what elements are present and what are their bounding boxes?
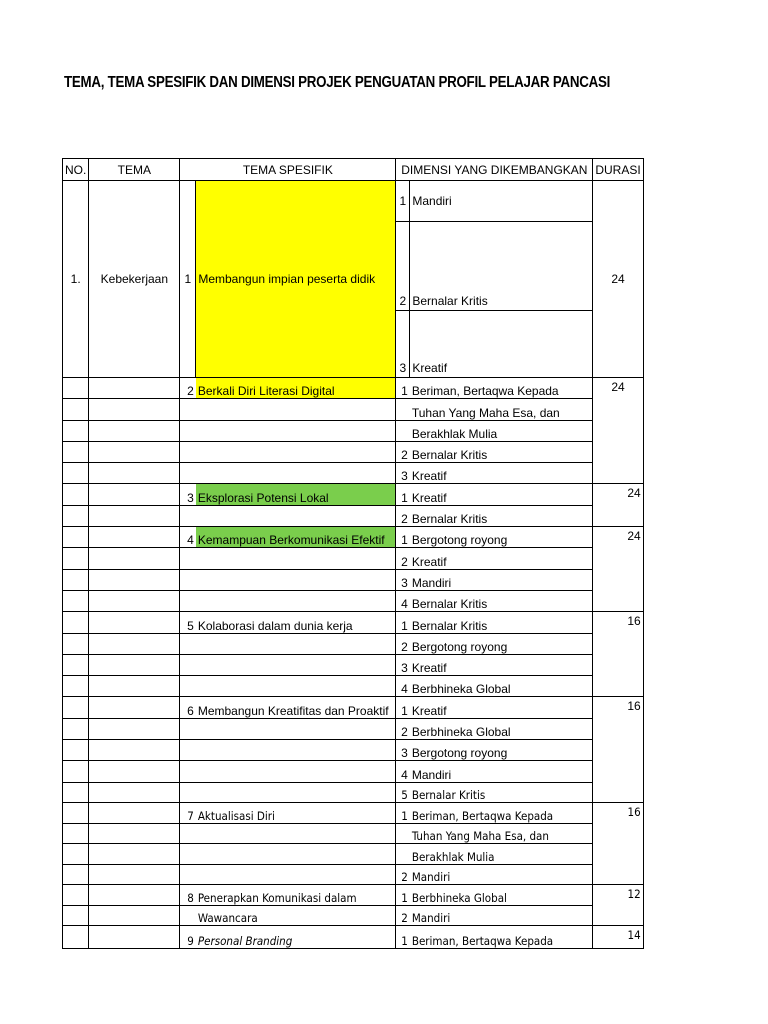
cell-tema [89,740,180,761]
cell-no [63,905,89,926]
project-table [62,158,644,949]
cell-dimensi: Mandiri [410,569,593,590]
cell-dimensi-number: 2 [396,548,410,569]
cell-dimensi-number: 3 [396,463,410,484]
cell-no [63,463,89,484]
cell-tema [89,505,180,526]
cell-tema [89,612,180,633]
cell-spesifik-number [180,905,196,926]
cell-spesifik [196,864,396,885]
cell-dimensi: Mandiri [410,181,593,222]
cell-tema [89,590,180,611]
cell-durasi: 16 [593,612,643,697]
cell-no [63,378,89,399]
table-row [63,181,644,222]
cell-dimensi-number: 1 [396,181,410,222]
cell-spesifik-number [180,740,196,761]
cell-spesifik [196,441,396,462]
cell-tema [89,399,180,420]
cell-spesifik-number [180,420,196,441]
table-row [63,676,644,697]
cell-tema [89,885,180,906]
table-row [63,654,644,675]
cell-spesifik: Membangun impian peserta didik [196,181,396,378]
cell-dimensi: Kreatif [410,697,593,718]
cell-spesifik: Berkali Diri Literasi Digital [196,378,396,399]
cell-no [63,569,89,590]
cell-spesifik-number [180,505,196,526]
cell-spesifik: Penerapkan Komunikasi dalam [196,885,396,906]
cell-dimensi: Beriman, Bertaqwa Kepada [410,926,593,949]
cell-no [63,484,89,505]
cell-dimensi: Tuhan Yang Maha Esa, dan [410,399,593,420]
table-row [63,463,644,484]
cell-dimensi-number: 1 [396,527,410,548]
cell-durasi: 24 [593,527,643,612]
table-row [63,864,644,885]
cell-spesifik-number [180,823,196,844]
cell-no [63,676,89,697]
cell-dimensi-number: 3 [396,654,410,675]
cell-tema [89,697,180,718]
cell-dimensi-number: 4 [396,676,410,697]
cell-dimensi-number: 2 [396,718,410,739]
cell-dimensi: Beriman, Bertaqwa Kepada [410,803,593,824]
table-row [63,803,644,824]
cell-dimensi-number: 4 [396,590,410,611]
cell-no [63,654,89,675]
cell-spesifik [196,654,396,675]
cell-no [63,864,89,885]
cell-spesifik-number [180,782,196,803]
cell-dimensi: Berbhineka Global [410,885,593,906]
cell-no [63,926,89,949]
cell-dimensi-number [396,399,410,420]
cell-spesifik-number: 8 [180,885,196,906]
table-row [63,844,644,865]
cell-tema [89,569,180,590]
cell-dimensi-number [396,420,410,441]
cell-spesifik-number [180,548,196,569]
cell-no [63,885,89,906]
cell-dimensi: Kreatif [410,311,593,378]
cell-tema [89,548,180,569]
cell-spesifik [196,782,396,803]
table-row [63,633,644,654]
cell-spesifik-number: 6 [180,697,196,718]
table-row [63,420,644,441]
cell-tema [89,420,180,441]
cell-spesifik-number [180,654,196,675]
cell-spesifik-number [180,441,196,462]
header-durasi: DURASI [593,159,643,181]
cell-dimensi-number: 3 [396,569,410,590]
cell-spesifik: Membangun Kreatifitas dan Proaktif [196,697,396,718]
cell-spesifik [196,463,396,484]
cell-spesifik [196,740,396,761]
cell-spesifik-number [180,399,196,420]
cell-dimensi: Tuhan Yang Maha Esa, dan [410,823,593,844]
table-row [63,697,644,718]
cell-spesifik: Kemampuan Berkomunikasi Efektif [196,527,396,548]
header-row [63,159,644,181]
cell-no [63,844,89,865]
cell-dimensi-number: 2 [396,441,410,462]
cell-spesifik-number [180,633,196,654]
cell-spesifik [196,823,396,844]
cell-durasi: 16 [593,697,643,803]
cell-tema [89,484,180,505]
header-dimensi: DIMENSI YANG DIKEMBANGKAN [396,159,593,181]
detail-rows [63,378,644,949]
cell-dimensi-number: 1 [396,378,410,399]
cell-dimensi: Bergotong royong [410,633,593,654]
cell-no [63,718,89,739]
cell-no [63,740,89,761]
cell-spesifik-number: 7 [180,803,196,824]
cell-no [63,441,89,462]
cell-tema: Kebekerjaan [89,181,180,378]
cell-spesifik [196,761,396,782]
cell-spesifik-number: 4 [180,527,196,548]
cell-dimensi: Berakhlak Mulia [410,420,593,441]
cell-no [63,505,89,526]
cell-durasi: 24 [593,484,643,527]
document-title: TEMA, TEMA SPESIFIK DAN DIMENSI PROJEK PENGUATAN PROFIL PELAJAR PANCASI [64,74,611,91]
cell-dimensi: Bernalar Kritis [410,222,593,311]
cell-tema [89,844,180,865]
cell-dimensi-number [396,823,410,844]
cell-tema [89,803,180,824]
cell-spesifik-number [180,844,196,865]
cell-dimensi: Kreatif [410,548,593,569]
cell-spesifik [196,548,396,569]
table-row [63,718,644,739]
cell-spesifik-number [180,718,196,739]
table-row [63,441,644,462]
cell-spesifik-number: 5 [180,612,196,633]
cell-dimensi-number: 3 [396,740,410,761]
cell-spesifik-number [180,569,196,590]
cell-spesifik-number: 9 [180,926,196,949]
cell-dimensi-number: 3 [396,311,410,378]
cell-dimensi-number: 1 [396,484,410,505]
cell-spesifik: Personal Branding [196,926,396,949]
cell-tema [89,864,180,885]
table-row [63,548,644,569]
cell-dimensi: Bernalar Kritis [410,782,593,803]
table-row [63,378,644,399]
cell-dimensi: Berbhineka Global [410,718,593,739]
cell-dimensi: Mandiri [410,761,593,782]
cell-spesifik-number [180,761,196,782]
cell-dimensi-number: 2 [396,505,410,526]
cell-dimensi-number [396,844,410,865]
cell-spesifik [196,844,396,865]
table-row [63,527,644,548]
cell-spesifik-number: 1 [180,181,196,378]
cell-spesifik-number [180,590,196,611]
cell-dimensi: Berbhineka Global [410,676,593,697]
cell-tema [89,527,180,548]
cell-no [63,761,89,782]
cell-spesifik [196,676,396,697]
cell-durasi: 24 [593,378,643,484]
cell-spesifik [196,633,396,654]
cell-tema [89,823,180,844]
cell-no [63,527,89,548]
cell-no [63,399,89,420]
cell-no [63,782,89,803]
cell-dimensi: Beriman, Bertaqwa Kepada [410,378,593,399]
table-row [63,505,644,526]
cell-dimensi-number: 2 [396,905,410,926]
cell-spesifik: Wawancara [196,905,396,926]
cell-durasi: 14 [593,926,643,949]
cell-dimensi: Mandiri [410,905,593,926]
table-row [63,782,644,803]
cell-dimensi-number: 1 [396,885,410,906]
cell-no [63,548,89,569]
cell-dimensi-number: 4 [396,761,410,782]
cell-spesifik [196,420,396,441]
cell-tema [89,633,180,654]
cell-dimensi-number: 1 [396,803,410,824]
table-row [63,761,644,782]
table-row [63,740,644,761]
cell-spesifik [196,505,396,526]
cell-durasi: 16 [593,803,643,885]
cell-no [63,697,89,718]
table-row [63,569,644,590]
cell-dimensi: Bernalar Kritis [410,590,593,611]
cell-dimensi-number: 2 [396,222,410,311]
header-tema-spesifik: TEMA SPESIFIK [180,159,396,181]
cell-durasi: 24 [593,181,643,378]
table-row [63,905,644,926]
cell-spesifik [196,399,396,420]
cell-tema [89,926,180,949]
cell-no [63,612,89,633]
cell-spesifik-number [180,676,196,697]
cell-dimensi: Kreatif [410,484,593,505]
table-row [63,484,644,505]
cell-no [63,590,89,611]
cell-no [63,803,89,824]
cell-dimensi-number: 2 [396,864,410,885]
cell-dimensi: Bernalar Kritis [410,612,593,633]
cell-tema [89,378,180,399]
cell-no: 1. [63,181,89,378]
cell-dimensi-number: 1 [396,697,410,718]
table-row [63,399,644,420]
cell-dimensi: Berakhlak Mulia [410,844,593,865]
cell-spesifik: Aktualisasi Diri [196,803,396,824]
cell-dimensi: Bernalar Kritis [410,441,593,462]
table-row [63,612,644,633]
table-row [63,885,644,906]
cell-tema [89,654,180,675]
header-tema: TEMA [89,159,180,181]
cell-tema [89,676,180,697]
cell-spesifik-number: 2 [180,378,196,399]
cell-spesifik-number [180,463,196,484]
table-row [63,823,644,844]
table-row [63,926,644,949]
cell-spesifik: Eksplorasi Potensi Lokal [196,484,396,505]
cell-spesifik [196,718,396,739]
cell-spesifik-number: 3 [180,484,196,505]
cell-dimensi: Kreatif [410,463,593,484]
cell-dimensi: Bergotong royong [410,527,593,548]
cell-dimensi-number: 2 [396,633,410,654]
cell-no [63,823,89,844]
header-no: NO. [63,159,89,181]
cell-no [63,633,89,654]
cell-tema [89,441,180,462]
cell-dimensi: Mandiri [410,864,593,885]
cell-no [63,420,89,441]
cell-dimensi-number: 5 [396,782,410,803]
cell-dimensi: Bergotong royong [410,740,593,761]
cell-spesifik-number [180,864,196,885]
cell-spesifik [196,569,396,590]
cell-dimensi-number: 1 [396,612,410,633]
cell-tema [89,718,180,739]
cell-dimensi-number: 1 [396,926,410,949]
cell-tema [89,761,180,782]
cell-dimensi: Bernalar Kritis [410,505,593,526]
cell-dimensi: Kreatif [410,654,593,675]
cell-tema [89,782,180,803]
cell-durasi: 12 [593,885,643,926]
table-row [63,590,644,611]
cell-spesifik [196,590,396,611]
cell-tema [89,463,180,484]
cell-tema [89,905,180,926]
cell-spesifik: Kolaborasi dalam dunia kerja [196,612,396,633]
